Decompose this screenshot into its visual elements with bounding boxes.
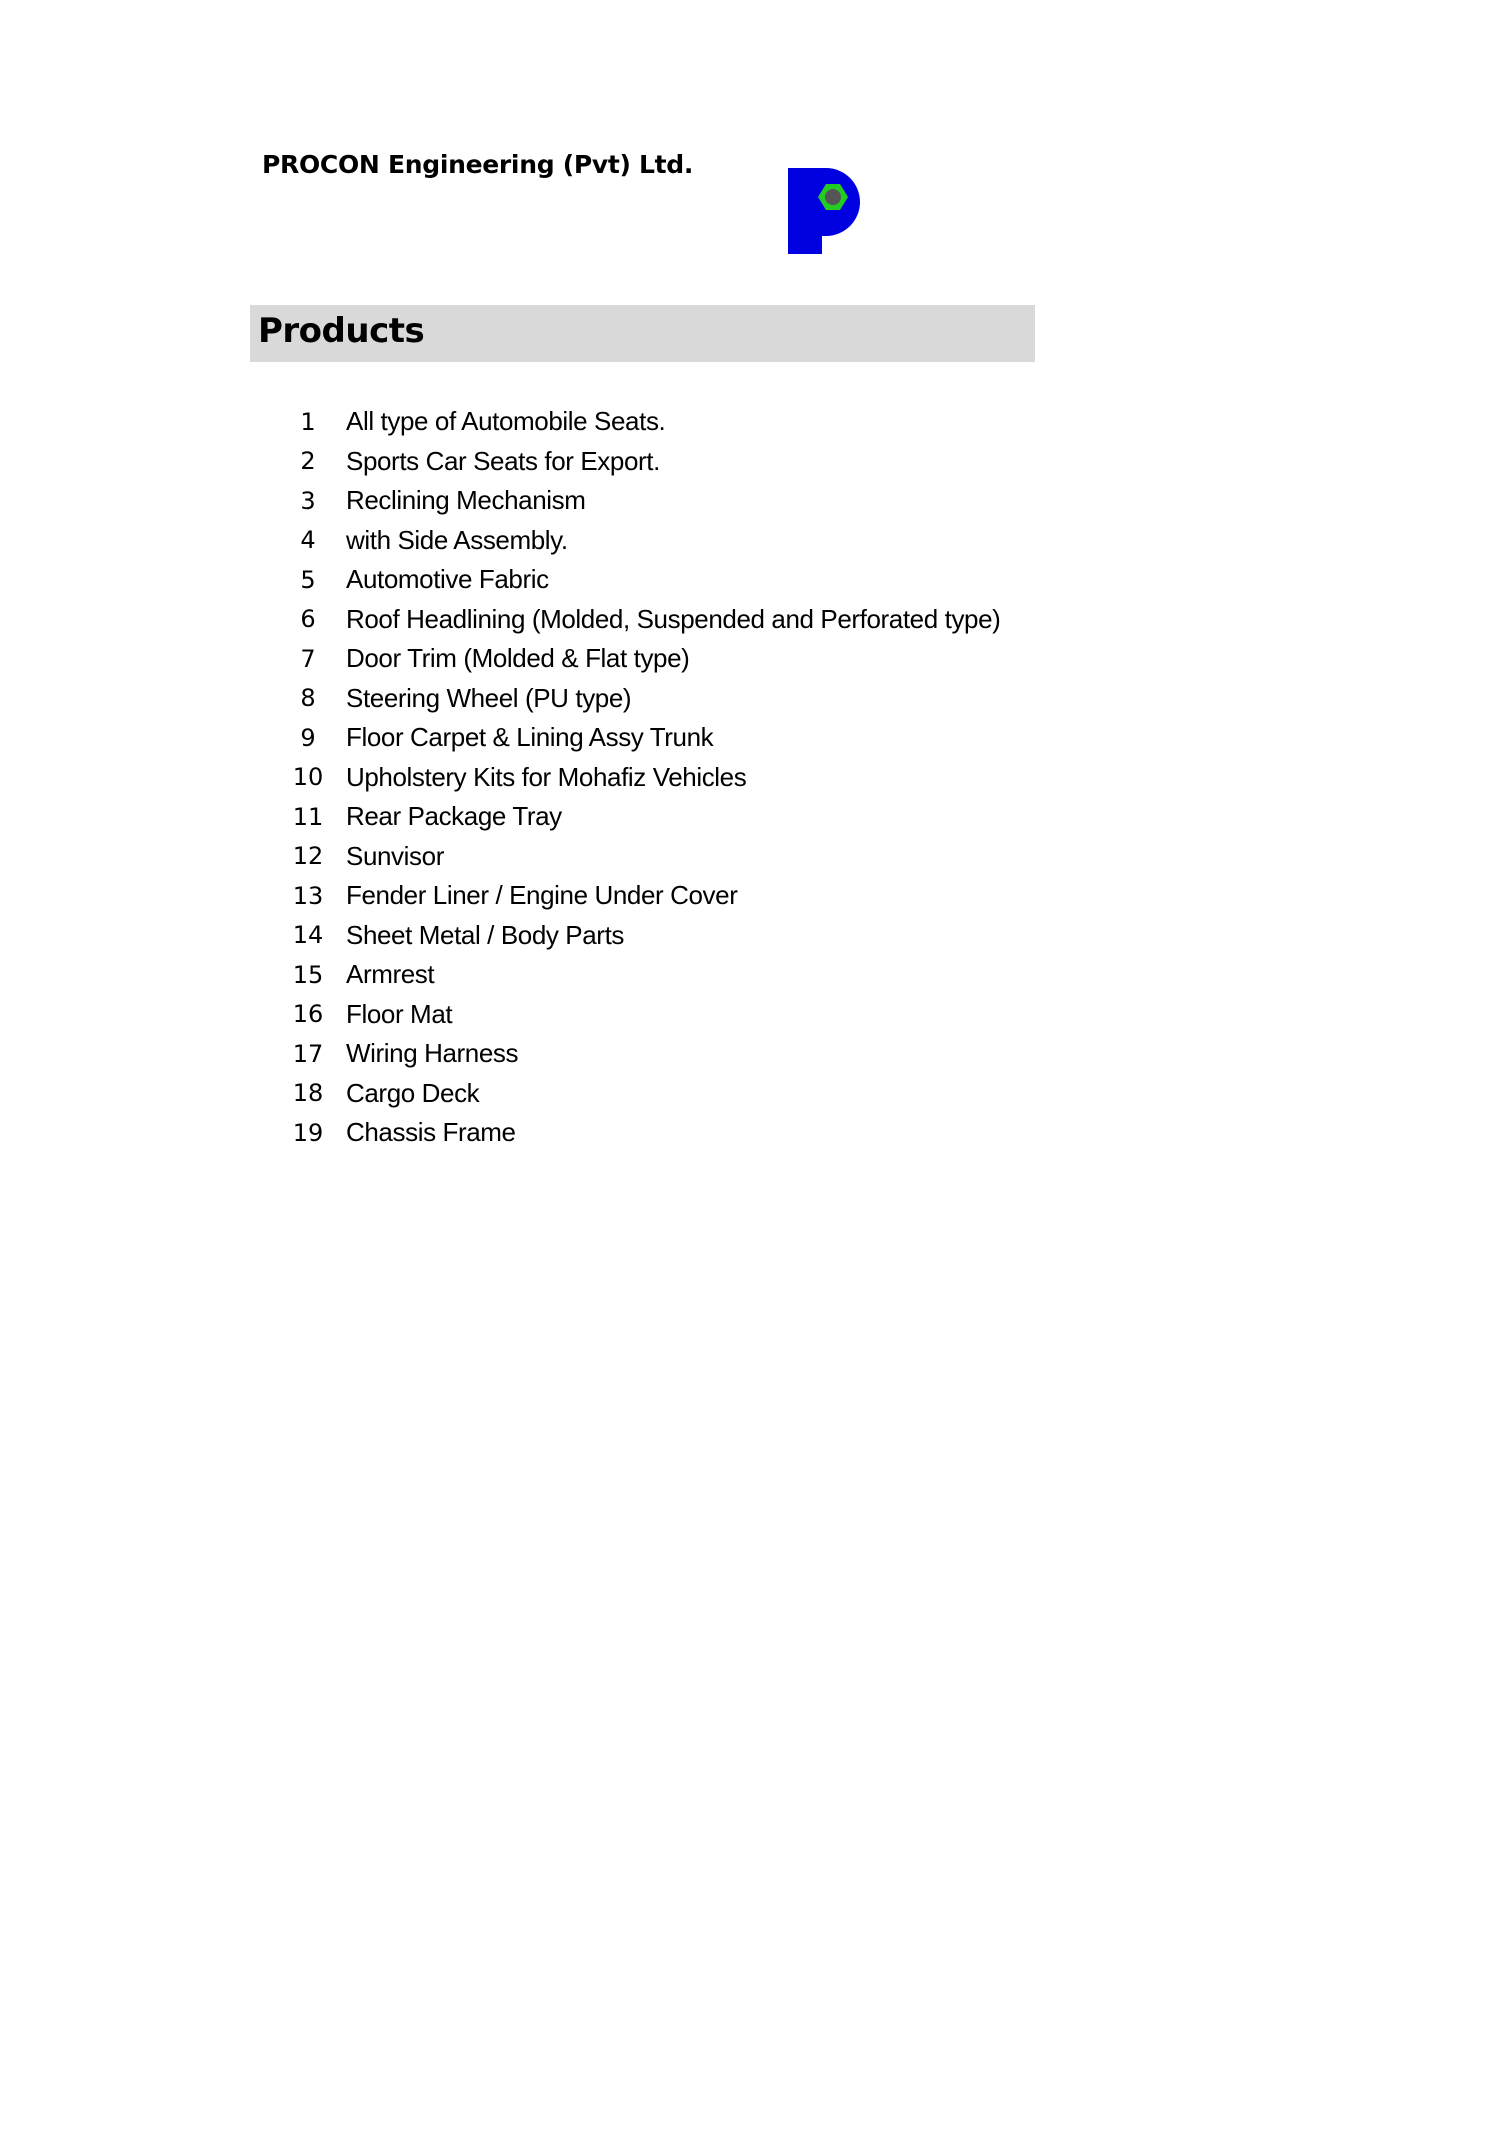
product-label: Wiring Harness bbox=[346, 1038, 519, 1069]
product-item bbox=[270, 402, 1070, 442]
section-title: Products bbox=[258, 311, 425, 351]
product-label: with Side Assembly. bbox=[346, 524, 568, 555]
product-number: 11 bbox=[292, 802, 324, 831]
product-label: Fender Liner / Engine Under Cover bbox=[346, 880, 738, 911]
product-item bbox=[270, 955, 1070, 995]
product-item bbox=[270, 1113, 1070, 1153]
product-item bbox=[270, 876, 1070, 916]
product-item bbox=[270, 1074, 1070, 1114]
product-item bbox=[270, 521, 1070, 561]
product-number: 10 bbox=[292, 763, 324, 792]
product-item bbox=[270, 481, 1070, 521]
product-item bbox=[270, 639, 1070, 679]
product-label: Steering Wheel (PU type) bbox=[346, 682, 632, 713]
product-item bbox=[270, 916, 1070, 956]
product-label: Roof Headlining (Molded, Suspended and Perforated type) bbox=[346, 603, 1001, 634]
product-label: Sports Car Seats for Export. bbox=[346, 445, 660, 476]
product-label: Reclining Mechanism bbox=[346, 485, 586, 516]
product-number: 13 bbox=[292, 881, 324, 910]
product-number: 5 bbox=[300, 565, 316, 594]
products-header-band bbox=[250, 305, 1035, 362]
product-item bbox=[270, 995, 1070, 1035]
product-item bbox=[270, 718, 1070, 758]
product-number: 16 bbox=[292, 1000, 324, 1029]
product-number: 14 bbox=[292, 921, 324, 950]
product-number: 3 bbox=[300, 486, 316, 515]
product-label: Chassis Frame bbox=[346, 1117, 516, 1148]
product-item bbox=[270, 837, 1070, 877]
product-label: Floor Mat bbox=[346, 998, 453, 1029]
product-item bbox=[270, 600, 1070, 640]
product-label: Sheet Metal / Body Parts bbox=[346, 919, 624, 950]
product-item bbox=[270, 560, 1070, 600]
product-number: 18 bbox=[292, 1079, 324, 1108]
product-number: 2 bbox=[300, 447, 316, 476]
logo-letter-p bbox=[788, 168, 860, 254]
product-item bbox=[270, 1034, 1070, 1074]
product-label: All type of Automobile Seats. bbox=[346, 406, 666, 437]
product-item bbox=[270, 758, 1070, 798]
product-item bbox=[270, 442, 1070, 482]
product-number: 15 bbox=[292, 960, 324, 989]
procon-p-logo-icon bbox=[788, 158, 888, 254]
product-number: 9 bbox=[300, 723, 316, 752]
product-item bbox=[270, 797, 1070, 837]
product-label: Rear Package Tray bbox=[346, 801, 562, 832]
product-number: 7 bbox=[300, 644, 316, 673]
product-item bbox=[270, 679, 1070, 719]
logo-center-dot bbox=[825, 189, 841, 205]
product-number: 4 bbox=[300, 526, 316, 555]
product-number: 12 bbox=[292, 842, 324, 871]
product-list bbox=[270, 402, 1070, 1153]
product-label: Automotive Fabric bbox=[346, 564, 549, 595]
product-number: 6 bbox=[300, 605, 316, 634]
company-name: PROCON Engineering (Pvt) Ltd. bbox=[262, 150, 694, 179]
product-label: Door Trim (Molded & Flat type) bbox=[346, 643, 690, 674]
product-label: Upholstery Kits for Mohafiz Vehicles bbox=[346, 761, 747, 792]
product-number: 1 bbox=[300, 407, 316, 436]
product-number: 17 bbox=[292, 1039, 324, 1068]
product-label: Armrest bbox=[346, 959, 435, 990]
product-label: Sunvisor bbox=[346, 840, 444, 871]
product-number: 8 bbox=[300, 684, 316, 713]
product-number: 19 bbox=[292, 1118, 324, 1147]
product-label: Cargo Deck bbox=[346, 1077, 480, 1108]
product-label: Floor Carpet & Lining Assy Trunk bbox=[346, 722, 714, 753]
